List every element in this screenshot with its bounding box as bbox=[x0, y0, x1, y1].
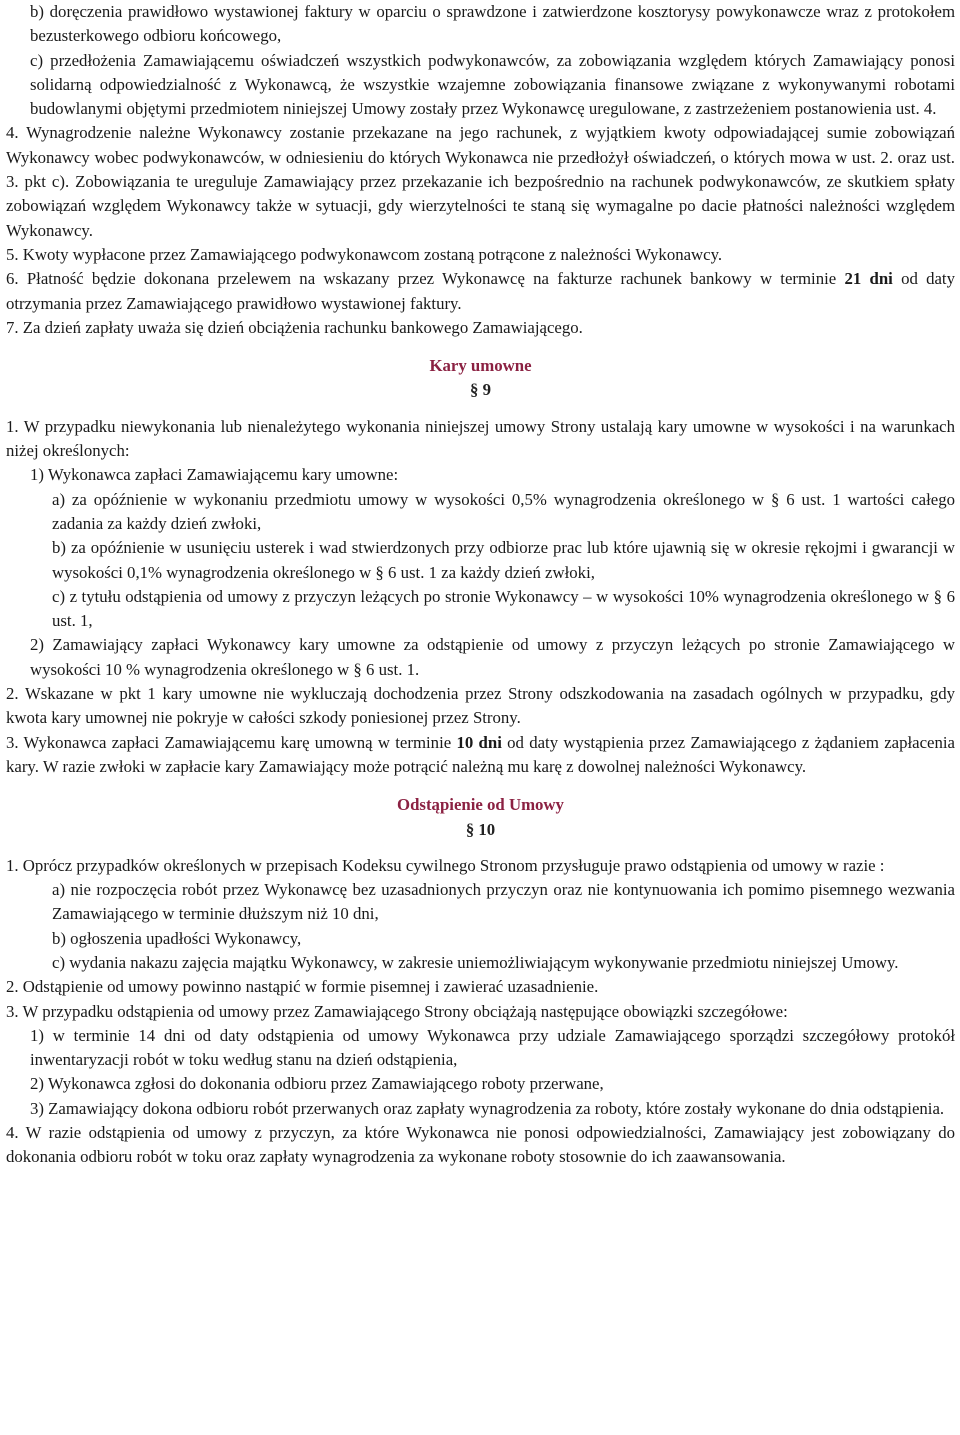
paragraph-6-text-end: od daty otrzymania przez Zamawiającego prawidłowo wystawionej faktury. bbox=[6, 269, 955, 313]
s9-point-1c: c) z tytułu odstąpienia od umowy z przyczyn leżących po stronie Wykonawcy – w wysokości 10% wynagrodzenia określonego w § 6 ust. 1, bbox=[52, 586, 955, 631]
paragraph-item-c: c) przedłożenia Zamawiającemu oświadczeń wszystkich podwykonawców, za zobowiązania względem których Zamawiający ponosi solidarną odpowiedzialność z Wykonawcą, że wszystkie wzajemne zobowiązania finansowe związane z wykonywanymi robotami budowlanymi objętymi przedmiotem niniejszej Umowy zostały przez Wykonawcę uregulowane, z zastrzeżeniem postanowienia ust. 4. bbox=[30, 50, 955, 119]
s9-point-1b: b) za opóźnienie w usunięciu usterek i wad stwierdzonych przy odbiorze prac lub które ujawnią się w okresie rękojmi i gwarancji w wysokości 0,1% wynagrodzenia określonego w § 6 ust. 1 za każdy dzień zwłoki, bbox=[52, 538, 955, 582]
s10-point-1c: c) wydania nakazu zajęcia majątku Wykonawcy, w zakresie uniemożliwiającym wykonywanie przedmiotu niniejszej Umowy. bbox=[52, 952, 899, 972]
s10-point-1a: a) nie rozpoczęcia robót przez Wykonawcę bez uzasadnionych przyczyn oraz nie kontynuowania ich pomimo pisemnego wezwania Zamawiającego w terminie dłuższym niż 10 dni, bbox=[52, 880, 955, 924]
s9-point-1: 1) Wykonawca zapłaci Zamawiającemu kary umowne: bbox=[30, 465, 399, 485]
paragraph-6-text: 6. Płatność będzie dokonana przelewem na wskazany przez Wykonawcę na fakturze rachunek bankowy w terminie bbox=[6, 269, 845, 289]
s10-point-3-1: 1) w terminie 14 dni od daty odstąpienia od umowy Wykonawca przy udziale Zamawiającego sporządzi szczegółowy protokół inwentaryzacji robót w toku według stanu na dzień odstąpienia, bbox=[30, 1025, 955, 1070]
payment-term: 21 dni bbox=[844, 269, 893, 289]
paragraph-6 bbox=[6, 267, 955, 316]
s9-point-2: 2) Zamawiający zapłaci Wykonawcy kary umowne za odstąpienie od umowy z przyczyn leżących po stronie Zamawiającego w wysokości 10 % wynagrodzenia określonego w § 6 ust. 1. bbox=[30, 635, 955, 679]
s9-point-1a: a) za opóźnienie w wykonaniu przedmiotu umowy w wysokości 0,5% wynagrodzenia określonego w § 6 ust. 1 wartości całego zadania za każdy dzień zwłoki, bbox=[52, 489, 955, 533]
s9-paragraph-2: 2. Wskazane w pkt 1 kary umowne nie wykluczają dochodzenia przez Strony odszkodowania na zasadach ogólnych w przypadku, gdy kwota kary umownej nie pokryje w całości szkody poniesionej przez Strony. bbox=[6, 684, 955, 728]
s10-paragraph-3: 3. W przypadku odstąpienia od umowy przez Zamawiającego Strony obciążają następujące obowiązki szczegółowe: bbox=[6, 1001, 788, 1021]
s10-paragraph-2: 2. Odstąpienie od umowy powinno nastąpić w formie pisemnej i zawierać uzasadnienie. bbox=[6, 977, 599, 997]
paragraph-4: 4. Wynagrodzenie należne Wykonawcy zostanie przekazane na jego rachunek, z wyjątkiem kwoty odpowiadającej sumie zobowiązań Wykonawcy wobec podwykonawców, w odniesieniu do których Wykonawca nie przedłożył oświadczeń, o których mowa w ust. 2. oraz ust. 3. pkt c). Zobowiązania te ureguluje Zamawiający przez przekazanie ich bezpośrednio na rachunek podwykonawców, ze skutkiem spłaty zobowiązań względem Wykonawcy także w sytuacji, gdy wierzytelności te staną się wymagalne po dacie płatności należności względem Wykonawcy. bbox=[6, 123, 955, 240]
paragraph-7: 7. Za dzień zapłaty uważa się dzień obciążenia rachunku bankowego Zamawiającego. bbox=[6, 317, 583, 337]
section-9-title: Kary umowne bbox=[429, 356, 532, 376]
s10-point-3-3: 3) Zamawiający dokona odbioru robót przerwanych oraz zapłaty wynagrodzenia za roboty, które zostały wykonane do dnia odstąpienia. bbox=[30, 1098, 945, 1118]
penalty-term: 10 dni bbox=[456, 732, 502, 752]
s9-paragraph-1: 1. W przypadku niewykonania lub nienależytego wykonania niniejszej umowy Strony ustalają kary umowne w wysokości i na warunkach niżej określonych: bbox=[6, 416, 955, 461]
s10-paragraph-4: 4. W razie odstąpienia od umowy z przyczyn, za które Wykonawca nie ponosi odpowiedzialności, Zamawiający jest zobowiązany do dokonania odbioru robót w toku oraz zapłaty wynagrodzenia za wykonane roboty stosownie do ich zaawansowania. bbox=[6, 1123, 955, 1167]
paragraph-5: 5. Kwoty wypłacone przez Zamawiającego podwykonawcom zostaną potrącone z należności Wykonawcy. bbox=[6, 244, 723, 264]
s10-point-3-2: 2) Wykonawca zgłosi do dokonania odbioru przez Zamawiającego roboty przerwane, bbox=[30, 1074, 604, 1094]
section-10-title: Odstąpienie od Umowy bbox=[397, 795, 564, 815]
section-10-number: § 10 bbox=[465, 819, 496, 839]
section-9-number: § 9 bbox=[470, 380, 491, 400]
s9-paragraph-3-text-end: od daty wystąpienia przez Zamawiającego z żądaniem zapłacenia kary. W razie zwłoki w zapłacie kary Zamawiający może potrącić należną mu karę z dowolnej należności Wykonawcy. bbox=[6, 732, 955, 776]
s10-point-1b: b) ogłoszenia upadłości Wykonawcy, bbox=[52, 928, 302, 948]
s9-paragraph-3-text: 3. Wykonawca zapłaci Zamawiającemu karę umowną w terminie bbox=[6, 732, 457, 752]
paragraph-item-b: b) doręczenia prawidłowo wystawionej faktury w oparciu o sprawdzone i zatwierdzone kosztorysy powykonawcze wraz z protokołem bezusterkowego odbioru końcowego, bbox=[30, 2, 955, 46]
s9-paragraph-3 bbox=[6, 731, 955, 780]
s10-paragraph-1: 1. Oprócz przypadków określonych w przepisach Kodeksu cywilnego Stronom przysługuje prawo odstąpienia od umowy w razie : bbox=[6, 855, 885, 875]
